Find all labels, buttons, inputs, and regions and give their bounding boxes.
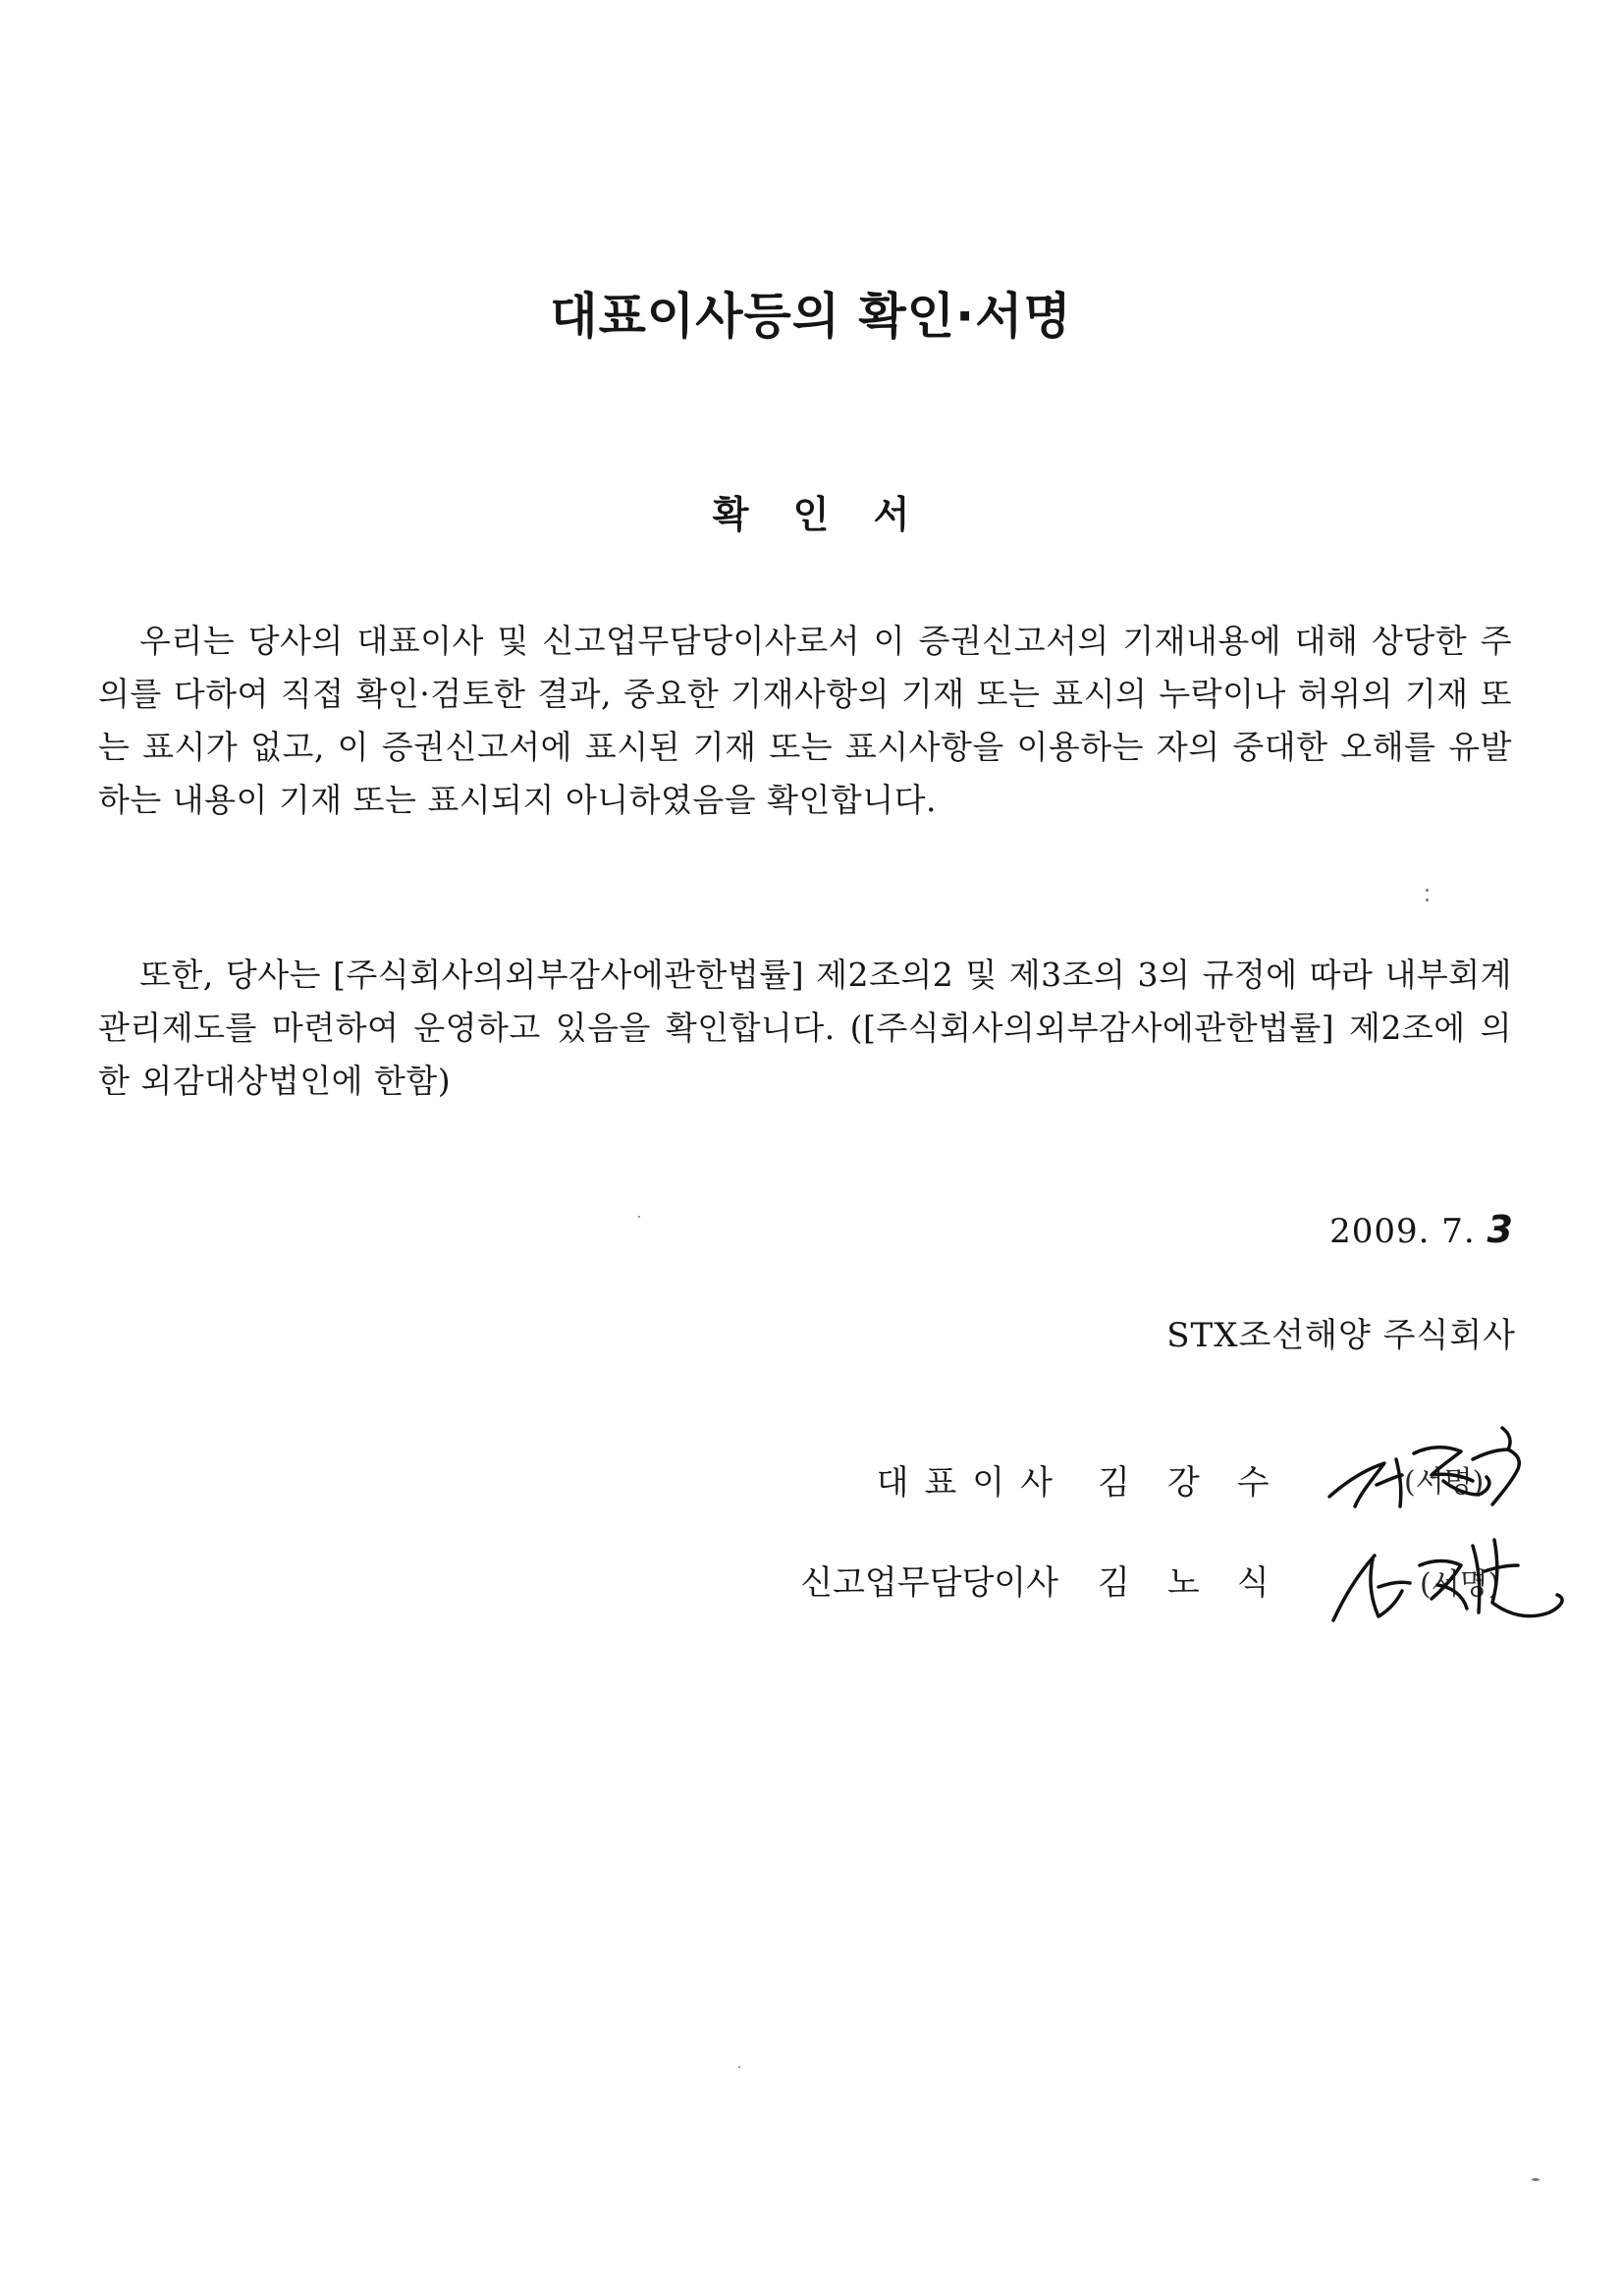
signatory-name: 김노식 [1098,1563,1307,1603]
scan-speck [1532,2178,1540,2181]
confirmation-paragraph: 우리는 당사의 대표이사 및 신고업무담당이사로서 이 증권신고서의 기재내용에 대해 상당한 주의를 다하여 직접 확인·검토한 결과, 중요한 기재사항의 기재 또는 표시의 누락이나 허위의 기재 또는 표시가 없고, 이 증권신고서에 표시된 기재 또는 표시사항을 이용하는 자의 중대한 오해를 유발하는 내용이 기재 또는 표시되지 아니하였음을 확인합니다. [98,622,1512,819]
handwritten-signature-reporting-director [0,1526,1622,1634]
scan-speck [1426,899,1429,902]
internal-control-paragraph: 또한, 당사는 [주식회사의외부감사에관한법률] 제2조의2 및 제3조의 3의 규정에 따라 내부회계관리제도를 마련하여 운영하고 있음을 확인합니다. ([주식회사의외부감사에관한법률] 제2조에 의한 외감대상법인에 한함) [98,956,1512,1100]
signatory-role: 대표이사 [876,1463,1068,1503]
handwritten-signature-ceo [0,1424,1622,1512]
date-handwritten-day: 3 [1487,1208,1514,1251]
scan-speck [738,2066,740,2068]
document-subtitle: 확 인 서 [712,493,926,536]
document-date [1329,1208,1514,1253]
date-printed: 2009. 7. [1329,1212,1487,1251]
signatory-row-ceo [0,1453,1622,1512]
signatory-name: 김강수 [1098,1463,1307,1503]
signatory-role: 신고업무담당이사 [800,1563,1058,1603]
company-name: STX조선해양 주식회사 [1166,1316,1516,1355]
signature-label: (서명) [1404,1465,1485,1500]
signature-label: (서명) [1420,1567,1500,1602]
document-title: 대표이사등의 확인·서명 [550,288,1072,345]
scan-speck [1426,889,1429,892]
signatory-row-reporting-director [0,1554,1622,1613]
scan-speck [638,1216,640,1218]
